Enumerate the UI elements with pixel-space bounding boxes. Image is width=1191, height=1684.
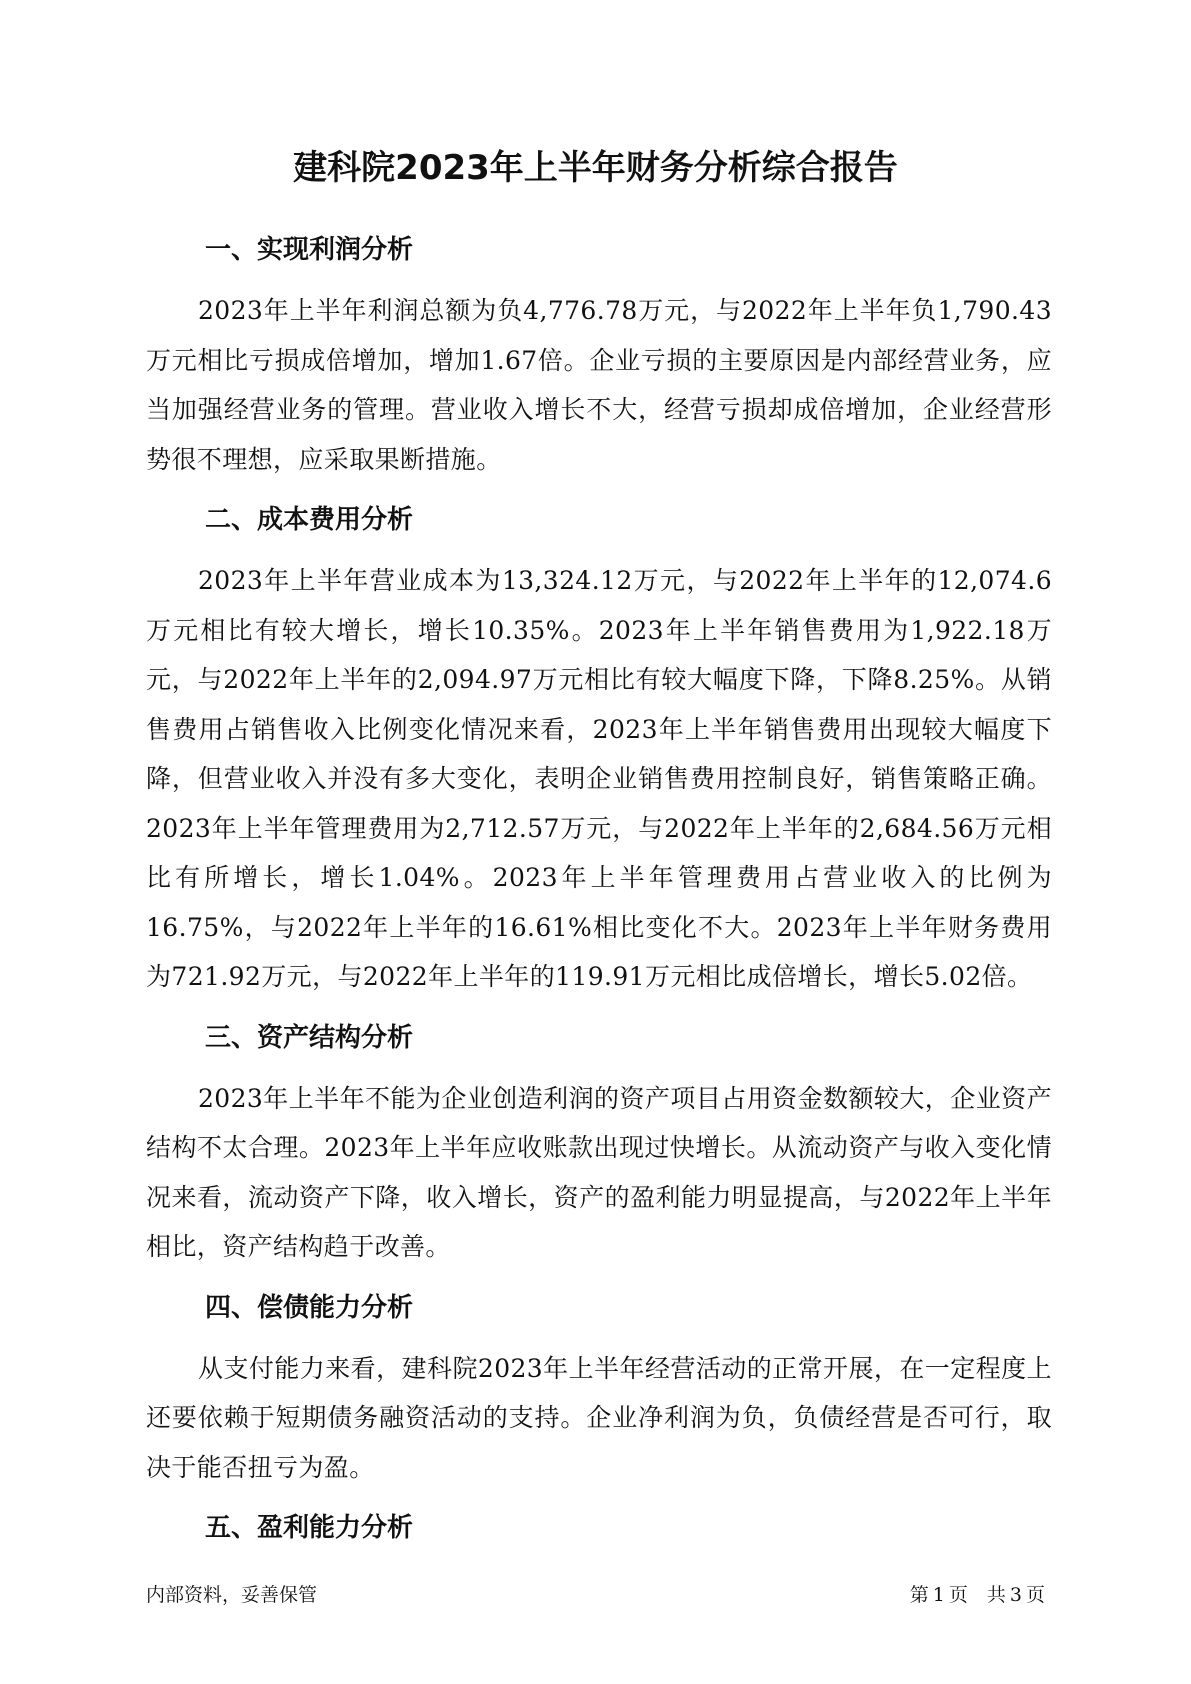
document-title: 建科院2023年上半年财务分析综合报告 <box>293 148 898 188</box>
page-current: 1 <box>932 1584 945 1606</box>
page-prefix: 第 <box>909 1584 929 1606</box>
section-heading: 三、资产结构分析 <box>205 1022 414 1053</box>
footer-page-number <box>910 1582 1045 1608</box>
page-total: 3 <box>1009 1584 1022 1606</box>
section-assets <box>146 1016 1052 1272</box>
section-paragraph: 2023年上半年不能为企业创造利润的资产项目占用资金数额较大，企业资产结构不太合理。2023年上半年应收账款出现过快增长。从流动资产与收入变化情况来看，流动资产下降，收入增长，资产的盈利能力明显提高，与2022年上半年相比，资产结构趋于改善。 <box>146 1083 1052 1261</box>
section-paragraph: 2023年上半年利润总额为负4,776.78万元，与2022年上半年负1,790.43万元相比亏损成倍增加，增加1.67倍。企业亏损的主要原因是内部经营业务，应当加强经营业务的管理。营业收入增长不大，经营亏损却成倍增加，企业经营形势很不理想，应采取果断措施。 <box>146 296 1052 474</box>
page-suffix: 页 <box>1025 1584 1045 1606</box>
section-profit <box>146 228 1052 484</box>
section-paragraph: 从支付能力来看，建科院2023年上半年经营活动的正常开展，在一定程度上还要依赖于短期债务融资活动的支持。企业净利润为负，负债经营是否可行，取决于能否扭亏为盈。 <box>146 1353 1052 1482</box>
page-mid: 页 共 <box>948 1584 1006 1606</box>
section-heading: 四、偿债能力分析 <box>205 1292 414 1323</box>
document-body <box>146 228 1052 1564</box>
section-heading: 一、实现利润分析 <box>205 235 414 265</box>
section-solvency <box>146 1286 1052 1493</box>
section-heading: 二、成本费用分析 <box>205 505 414 535</box>
section-profitability <box>146 1506 1052 1550</box>
section-heading: 五、盈利能力分析 <box>205 1513 414 1543</box>
footer-confidential-note: 内部资料，妥善保管 <box>146 1584 318 1606</box>
section-paragraph: 2023年上半年营业成本为13,324.12万元，与2022年上半年的12,074.6万元相比有较大增长，增长10.35%。2023年上半年销售费用为1,922.18万元，与2022年上半年的2,094.97万元相比有较大幅度下降，下降8.25%。从销售费用占销售收入比例变化情况来看，2023年上半年销售费用出现较大幅度下降，但营业收入并没有多大变化，表明企业销售费用控制良好，销售策略正确。2023年上半年管理费用为2,712.57万元，与2022年上半年的2,684.56万元相比有所增长，增长1.04%。2023年上半年管理费用占营业收入的比例为16.75%，与2022年上半年的16.61%相比变化不大。2023年上半年财务费用为721.92万元，与2022年上半年的119.91万元相比成倍增长，增长5.02倍。 <box>146 566 1052 991</box>
section-cost <box>146 498 1052 1002</box>
